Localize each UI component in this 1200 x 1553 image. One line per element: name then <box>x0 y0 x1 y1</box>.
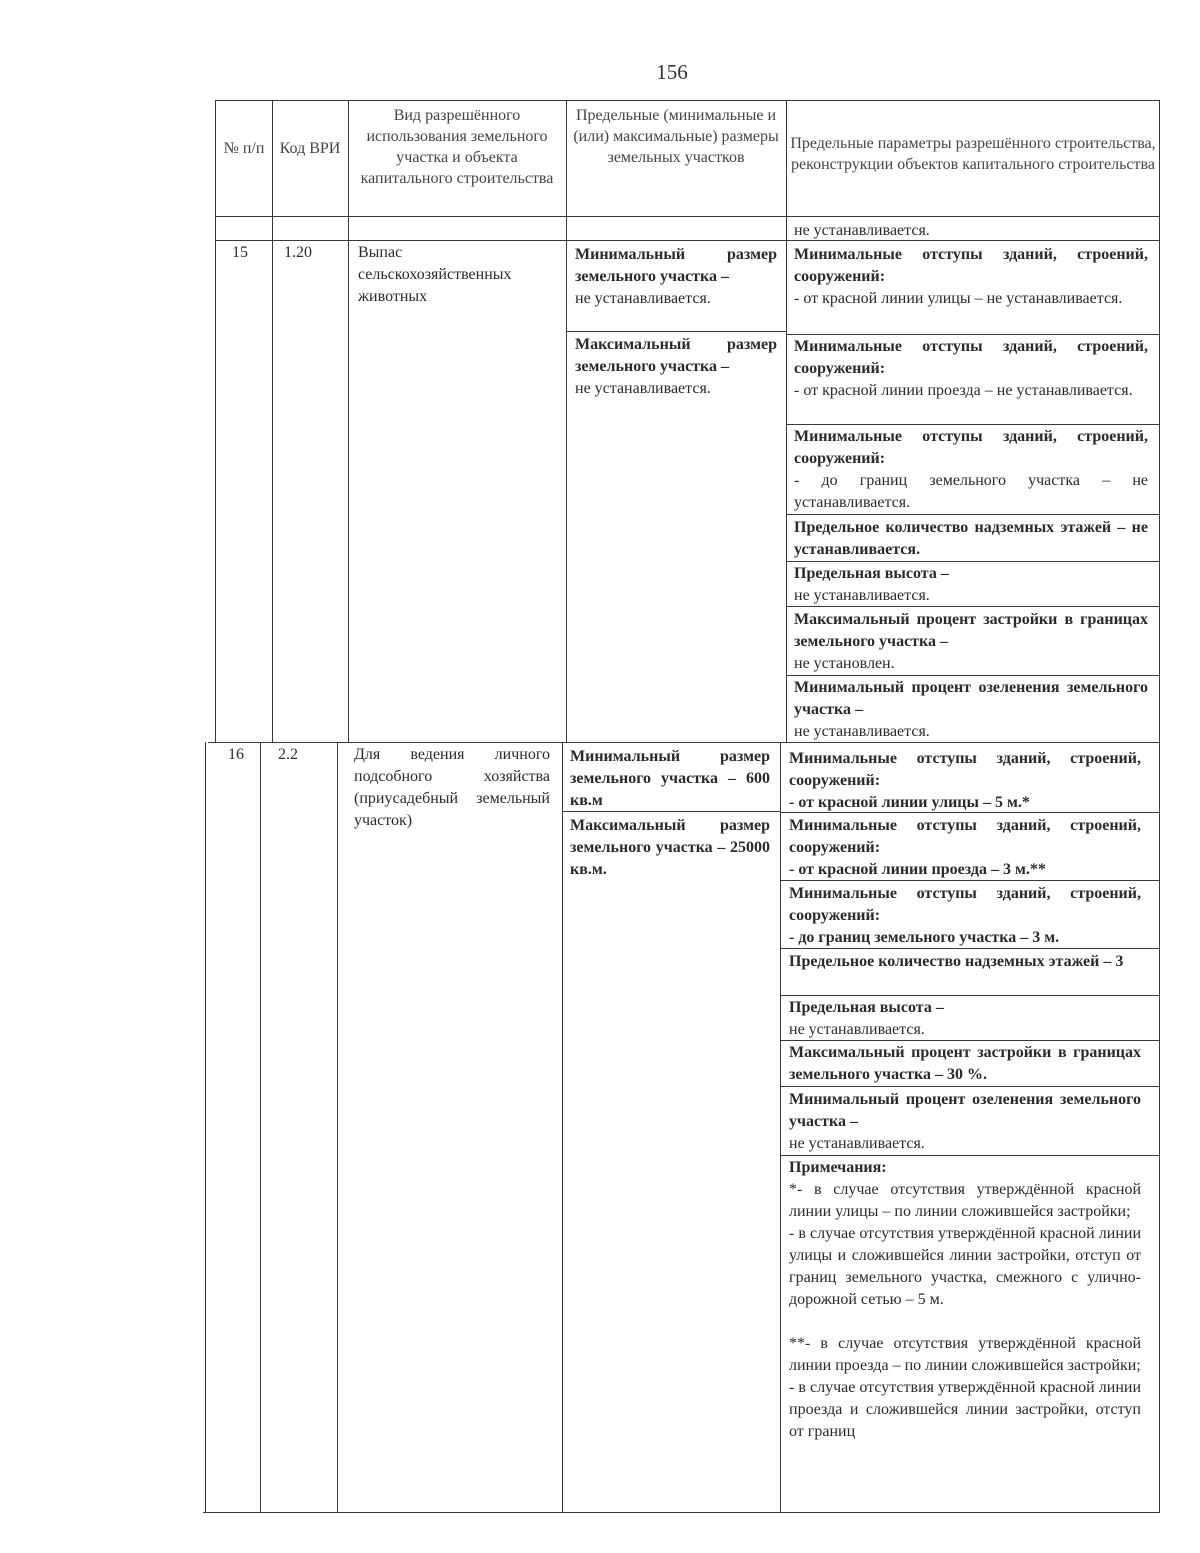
param-body: не устанавливается. <box>794 587 930 604</box>
param-title: Максимальный процент застройки в границах земельного участка – <box>794 611 1148 650</box>
param-body: - до границ земельного участка – не устанавливается. <box>794 472 1148 511</box>
row-num: 16 <box>228 746 244 763</box>
param-title: Минимальные отступы зданий, строений, сооружений: <box>794 428 1148 467</box>
carryover-text: не устанавливается. <box>794 222 930 239</box>
param-floors <box>789 951 1141 973</box>
param-setback-street <box>794 244 1148 310</box>
note-item: **- в случае отсутствия утверждённой красной линии проезда – по линии сложившейся застройки; <box>789 1335 1141 1374</box>
param-title: Предельное количество надземных этажей – не устанавливается. <box>794 519 1148 558</box>
header-num: № п/п <box>223 140 265 157</box>
header-code: Код ВРИ <box>279 140 341 157</box>
size-min <box>575 244 777 310</box>
size-max-title: Максимальный размер земельного участка – 25000 кв.м. <box>570 817 770 878</box>
header-use-type: Вид разрешённого использования земельного участка и объекта капитального строительства <box>360 107 554 187</box>
param-body: - от красной линии проезда – не устанавливается. <box>794 382 1133 399</box>
param-title: Минимальные отступы зданий, строений, сооружений: <box>789 817 1141 856</box>
page-number: 156 <box>656 60 688 84</box>
param-setback-plot <box>789 883 1141 949</box>
note-item: - в случае отсутствия утверждённой красной линии проезда и сложившейся линии застройки, отступ от границ <box>789 1379 1141 1440</box>
param-title: Минимальный процент озеленения земельного участка – <box>794 679 1148 718</box>
row-use-type: Для ведения личного подсобного хозяйства (приусадебный земельный участок) <box>354 746 550 829</box>
size-max-value: не устанавливается. <box>575 380 711 397</box>
param-setback-plot <box>794 426 1148 514</box>
param-title: Минимальные отступы зданий, строений, сооружений: <box>789 885 1141 924</box>
param-body: - от красной линии улицы – 5 м.* <box>789 794 1030 811</box>
size-min-title: Минимальный размер земельного участка – 600 кв.м <box>570 748 770 809</box>
param-coverage <box>794 609 1148 675</box>
param-title: Минимальные отступы зданий, строений, сооружений: <box>794 338 1148 377</box>
param-greening <box>794 677 1148 743</box>
param-setback-driveway <box>789 815 1141 881</box>
param-greening <box>789 1089 1141 1155</box>
param-floors <box>794 517 1148 561</box>
note-spacer <box>789 1311 1141 1333</box>
param-body: - от красной линии улицы – не устанавливается. <box>794 290 1123 307</box>
row-code: 1.20 <box>284 244 312 261</box>
param-title: Максимальный процент застройки в границах земельного участка – 30 %. <box>789 1044 1141 1083</box>
row-code: 2.2 <box>278 746 298 763</box>
row-num: 15 <box>232 244 248 261</box>
param-body: не устанавливается. <box>789 1135 925 1152</box>
size-min <box>570 746 770 812</box>
param-height <box>789 997 1141 1041</box>
notes-title: Примечания: <box>789 1159 887 1176</box>
header-plot-size: Предельные (минимальные и (или) максимальные) размеры земельных участков <box>573 107 779 166</box>
row-use-type: Выпас сельскохозяйственных животных <box>358 244 512 305</box>
param-body: не установлен. <box>794 655 895 672</box>
size-max-title: Максимальный размер земельного участка – <box>575 336 777 375</box>
param-body: - от красной линии проезда – 3 м.** <box>789 861 1046 878</box>
param-setback-driveway <box>794 336 1148 402</box>
param-coverage <box>789 1042 1141 1086</box>
param-title: Минимальные отступы зданий, строений, сооружений: <box>789 750 1141 789</box>
param-title: Минимальные отступы зданий, строений, сооружений: <box>794 246 1148 285</box>
size-max <box>570 815 770 881</box>
param-body: не устанавливается. <box>794 723 930 740</box>
note-item: - в случае отсутствия утверждённой красной линии улицы и сложившейся линии застройки, отступ от границ земельного участка, смежного с улично-дорожной сетью – 5 м. <box>789 1225 1141 1308</box>
param-setback-street <box>789 748 1141 814</box>
notes <box>789 1157 1141 1443</box>
size-min-title: Минимальный размер земельного участка – <box>575 246 777 285</box>
param-height <box>794 563 1148 607</box>
param-title: Предельная высота – <box>794 565 949 582</box>
param-title: Предельное количество надземных этажей – 3 <box>789 953 1124 970</box>
param-body: - до границ земельного участка – 3 м. <box>789 929 1060 946</box>
size-max <box>575 334 777 400</box>
size-min-value: не устанавливается. <box>575 290 711 307</box>
note-item: *- в случае отсутствия утверждённой красной линии улицы – по линии сложившейся застройки; <box>789 1181 1141 1220</box>
param-title: Предельная высота – <box>789 999 944 1016</box>
param-title: Минимальный процент озеленения земельного участка – <box>789 1091 1141 1130</box>
param-body: не устанавливается. <box>789 1021 925 1038</box>
header-parameters: Предельные параметры разрешённого строительства, реконструкции объектов капитального строительства <box>790 135 1156 173</box>
